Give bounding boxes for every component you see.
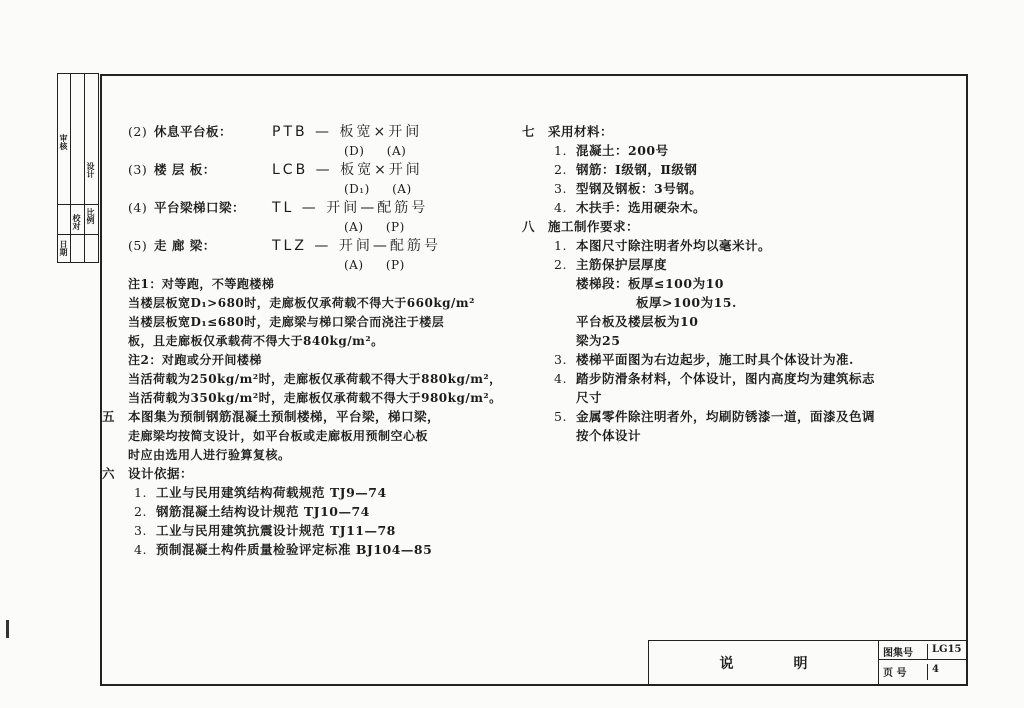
item-number: 4.	[554, 200, 567, 215]
text-line	[548, 388, 968, 407]
binding-strip	[57, 73, 99, 263]
item-number: (5)	[128, 238, 148, 253]
text-line	[128, 274, 548, 293]
item-number: 3.	[134, 523, 147, 538]
code-subline	[128, 255, 548, 274]
indent-text: 板厚>100为15.	[636, 295, 737, 310]
text-line	[128, 350, 548, 369]
item-text: 踏步防滑条材料，个体设计，图内高度均为建筑标志	[576, 371, 876, 386]
binding-label: 日期	[59, 240, 69, 256]
item-number: 1.	[554, 143, 567, 158]
text-line	[548, 274, 968, 293]
item-number: 1.	[134, 485, 147, 500]
body-text: 当活荷载为350kg/m²时，走廊板仅承荷载不得大于980kg/m²。	[128, 391, 502, 405]
item-number: 4.	[134, 542, 147, 557]
text-line	[548, 369, 968, 388]
section-text: 施工制作要求：	[548, 219, 640, 234]
page-value: 4	[927, 664, 939, 680]
item-subscript: (A) (P)	[344, 220, 405, 234]
text-line	[102, 464, 548, 483]
text-line	[128, 331, 548, 350]
text-line	[548, 350, 968, 369]
body-text: 注1：对等跑，不等跑楼梯	[128, 277, 275, 291]
item-number: 5.	[554, 409, 567, 424]
item-number: 2.	[134, 504, 147, 519]
section-number: 七	[522, 124, 536, 139]
item-name: 平台梁梯口梁：	[154, 200, 246, 215]
text-line	[548, 141, 968, 160]
indent-text: 尺寸	[576, 390, 603, 405]
item-text: 主筋保护层厚度	[576, 257, 668, 272]
section-text: 设计依据：	[128, 466, 194, 481]
code-line	[128, 198, 548, 217]
item-code: LCB — 板宽×开间	[272, 162, 423, 178]
indent-text: 平台板及楼层板为10	[576, 314, 699, 329]
text-line	[128, 369, 548, 388]
text-line	[548, 198, 968, 217]
item-number: 4.	[554, 371, 567, 386]
binding-label: 比例	[86, 208, 96, 224]
margin-mark	[6, 620, 9, 638]
body-text: 当楼层板宽D₁>680时，走廊板仅承荷载不得大于660kg/m²	[128, 296, 475, 310]
item-text: 型钢及钢板：3号钢。	[576, 181, 703, 196]
item-subscript: (D) (A)	[344, 144, 407, 158]
atlas-label: 图集号	[883, 648, 913, 659]
code-line	[128, 160, 548, 179]
text-line	[128, 502, 548, 521]
body-text: 当楼层板宽D₁≤680时，走廊梁与梯口梁合而浇注于楼层	[128, 315, 445, 329]
code-subline	[128, 217, 548, 236]
item-number: 3.	[554, 181, 567, 196]
item-code: TL — 开间—配筋号	[272, 200, 429, 216]
item-number: 2.	[554, 257, 567, 272]
item-number: (2)	[128, 124, 148, 139]
item-number: 2.	[554, 162, 567, 177]
section-number: 八	[522, 219, 536, 234]
title-char-b: 明	[793, 656, 808, 672]
item-text: 预制混凝土构件质量检验评定标准 BJ104—85	[156, 542, 433, 557]
text-line	[128, 312, 548, 331]
section-text: 本图集为预制钢筋混凝土预制楼梯，平台梁，梯口梁，	[128, 409, 441, 424]
item-text: 钢筋：Ⅰ级钢，Ⅱ级钢	[576, 162, 698, 177]
text-line	[548, 255, 968, 274]
section-number: 五	[102, 409, 116, 424]
item-text: 钢筋混凝土结构设计规范 TJ10—74	[156, 504, 370, 519]
item-number: (4)	[128, 200, 148, 215]
text-line	[128, 445, 548, 464]
text-line	[548, 293, 968, 312]
item-number: 1.	[554, 238, 567, 253]
title-char-a: 说	[719, 656, 734, 672]
item-subscript: (D₁) (A)	[344, 182, 412, 196]
item-code: PTB — 板宽×开间	[272, 124, 423, 140]
text-line	[548, 236, 968, 255]
text-line	[548, 160, 968, 179]
binding-label: 校对	[72, 214, 82, 230]
item-name: 休息平台板：	[154, 124, 233, 139]
binding-label: 审核	[59, 134, 69, 150]
code-line	[128, 122, 548, 141]
item-text: 本图尺寸除注明者外均以毫米计。	[576, 238, 772, 253]
body-text: 当活荷载为250kg/m²时，走廊板仅承荷载不得大于880kg/m²，	[128, 372, 502, 386]
item-name: 走 廊 梁：	[154, 238, 216, 253]
item-code: TLZ — 开间—配筋号	[272, 238, 441, 254]
right-column	[522, 122, 968, 445]
text-line	[548, 426, 968, 445]
body-text: 板，且走廊板仅承载荷不得大于840kg/m²。	[128, 334, 384, 348]
text-line	[548, 179, 968, 198]
item-name: 楼 层 板：	[154, 162, 216, 177]
binding-label: 设计	[86, 162, 96, 178]
text-line	[102, 407, 548, 426]
text-line	[548, 331, 968, 350]
item-text: 工业与民用建筑结构荷载规范 TJ9—74	[156, 485, 387, 500]
text-line	[128, 483, 548, 502]
code-subline	[128, 141, 548, 160]
indent-text: 按个体设计	[576, 428, 642, 443]
code-line	[128, 236, 548, 255]
section-text: 采用材料：	[548, 124, 614, 139]
text-line	[128, 388, 548, 407]
body-text: 时应由选用人进行验算复核。	[128, 448, 291, 462]
body-text: 注2：对跑或分开间楼梯	[128, 353, 262, 367]
text-line	[128, 293, 548, 312]
item-subscript: (A) (P)	[344, 258, 405, 272]
item-text: 木扶手：选用硬杂木。	[576, 200, 707, 215]
text-line	[522, 122, 968, 141]
indent-text: 楼梯段：板厚≤100为10	[576, 276, 724, 291]
text-line	[128, 540, 548, 559]
item-text: 混凝土：200号	[576, 143, 669, 158]
text-line	[522, 217, 968, 236]
item-text: 楼梯平面图为右边起步，施工时具个体设计为准.	[576, 352, 854, 367]
code-subline	[128, 179, 548, 198]
indent-text: 梁为25	[576, 333, 621, 348]
text-line	[128, 426, 548, 445]
item-number: 3.	[554, 352, 567, 367]
section-number: 六	[102, 466, 116, 481]
text-line	[128, 521, 548, 540]
item-text: 金属零件除注明者外，均刷防锈漆一道，面漆及色调	[576, 409, 876, 424]
sheet-title	[649, 641, 879, 685]
text-line	[548, 312, 968, 331]
item-text: 工业与民用建筑抗震设计规范 TJ11—78	[156, 523, 396, 538]
title-block	[648, 640, 968, 686]
left-column	[102, 122, 548, 559]
text-line	[548, 407, 968, 426]
body-text: 走廊梁均按简支设计，如平台板或走廊板用预制空心板	[128, 429, 429, 443]
page-label: 页 号	[883, 668, 907, 679]
atlas-value: LG15	[927, 644, 962, 660]
item-number: (3)	[128, 162, 148, 177]
